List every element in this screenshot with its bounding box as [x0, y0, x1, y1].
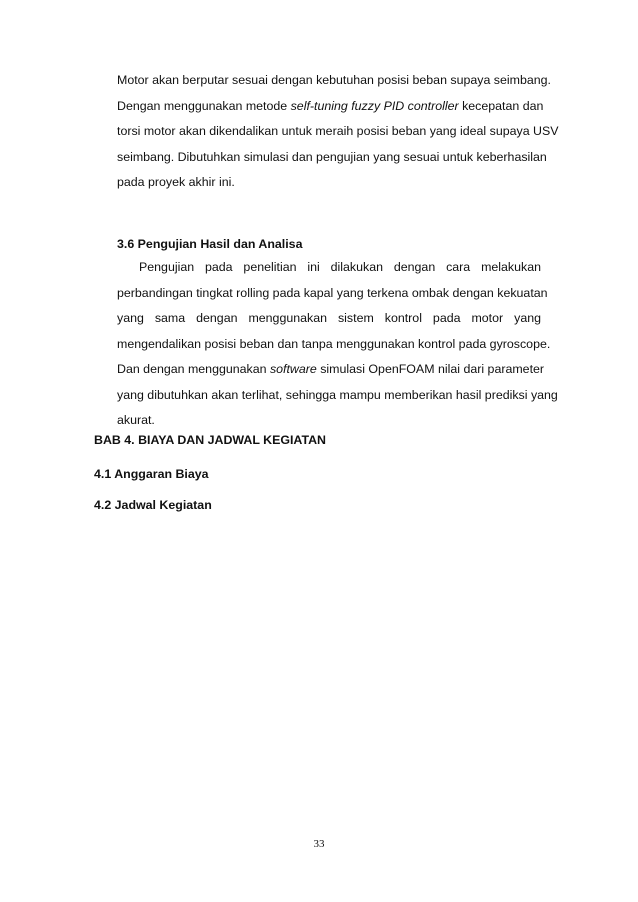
paragraph-usv-control	[117, 68, 559, 196]
text-line: perbandingan tingkat rolling pada kapal yang terkena ombak dengan kekuatan	[117, 285, 548, 300]
text-line: mengendalikan posisi beban dan tanpa menggunakan kontrol pada gyroscope.	[117, 336, 551, 351]
text-line: yang dibutuhkan akan terlihat, sehingga mampu memberikan hasil prediksi yang	[117, 387, 558, 402]
subsection-heading-4-2: 4.2 Jadwal Kegiatan	[94, 498, 212, 512]
subsection-heading-4-1: 4.1 Anggaran Biaya	[94, 467, 209, 481]
page-number: 33	[313, 838, 325, 850]
text-line: akurat.	[117, 413, 155, 427]
italic-term: self-tuning fuzzy PID controller	[290, 98, 459, 113]
italic-term: software	[269, 362, 317, 376]
chapter-heading-bab4: BAB 4. BIAYA DAN JADWAL KEGIATAN	[94, 433, 327, 447]
section-heading-3-6: 3.6 Pengujian Hasil dan Analisa	[117, 237, 303, 251]
text-line: seimbang. Dibutuhkan simulasi dan pengujian yang sesuai untuk keberhasilan	[117, 149, 547, 164]
text-line: Dengan menggunakan metode self-tuning fuzzy PID controller kecepatan dan	[117, 98, 544, 113]
text-line: yang sama dengan menggunakan sistem kontrol pada motor yang	[117, 311, 541, 325]
text-line: torsi motor akan dikendalikan untuk meraih posisi beban yang ideal supaya USV	[117, 124, 559, 138]
text-line: Motor akan berputar sesuai dengan kebutuhan posisi beban supaya seimbang.	[117, 73, 551, 87]
paragraph-pengujian	[117, 255, 558, 434]
text-line: pada proyek akhir ini.	[117, 175, 235, 189]
text-line: Dan dengan menggunakan software simulasi OpenFOAM nilai dari parameter	[117, 362, 545, 376]
text-line: Pengujian pada penelitian ini dilakukan dengan cara melakukan	[139, 260, 541, 274]
